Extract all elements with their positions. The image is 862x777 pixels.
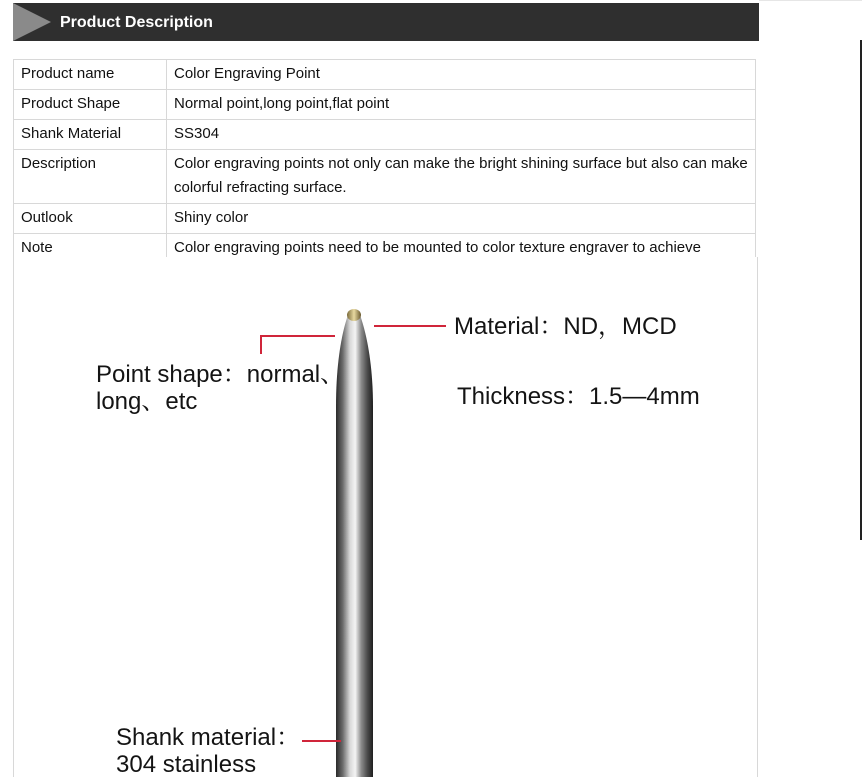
diamond-tip [347, 309, 361, 321]
spec-key: Note [14, 234, 167, 288]
point-shape-label [96, 361, 344, 415]
spec-value: Color Engraving Point [167, 60, 756, 90]
shank-label [116, 724, 300, 777]
material-label: Material：ND，MCD [454, 313, 677, 340]
shank-line-2: 304 stainless [116, 751, 257, 777]
spec-key: Description [14, 150, 167, 204]
section-title: Product Description [60, 14, 213, 31]
shank-line-1: Shank material： [116, 724, 301, 751]
thickness-label: Thickness：1.5—4mm [457, 383, 700, 410]
spec-key: Outlook [14, 204, 167, 234]
product-photo [13, 257, 758, 777]
spec-value: Normal point,long point,flat point [167, 90, 756, 120]
spec-value: Color engraving points need to be mounted to color texture engraver to achieve [167, 234, 756, 288]
spec-key: Shank Material [14, 120, 167, 150]
spec-key: Product name [14, 60, 167, 90]
table-row [14, 150, 756, 204]
top-divider [759, 0, 862, 1]
table-row [14, 204, 756, 234]
table-row [14, 90, 756, 120]
arrow-icon [13, 3, 51, 41]
point-shape-line-1: Point shape：normal、 [96, 361, 345, 388]
spec-key: Product Shape [14, 90, 167, 120]
table-row [14, 60, 756, 90]
spec-value: Color engraving points not only can make the bright shining surface but also can make colorful refracting surface. [167, 150, 756, 204]
spec-value: SS304 [167, 120, 756, 150]
point-shape-line-2: long、etc [96, 388, 198, 415]
section-header [13, 3, 759, 41]
spec-value: Shiny color [167, 204, 756, 234]
table-row [14, 120, 756, 150]
callout-line-point-shape [261, 336, 335, 354]
spec-table [13, 59, 756, 288]
